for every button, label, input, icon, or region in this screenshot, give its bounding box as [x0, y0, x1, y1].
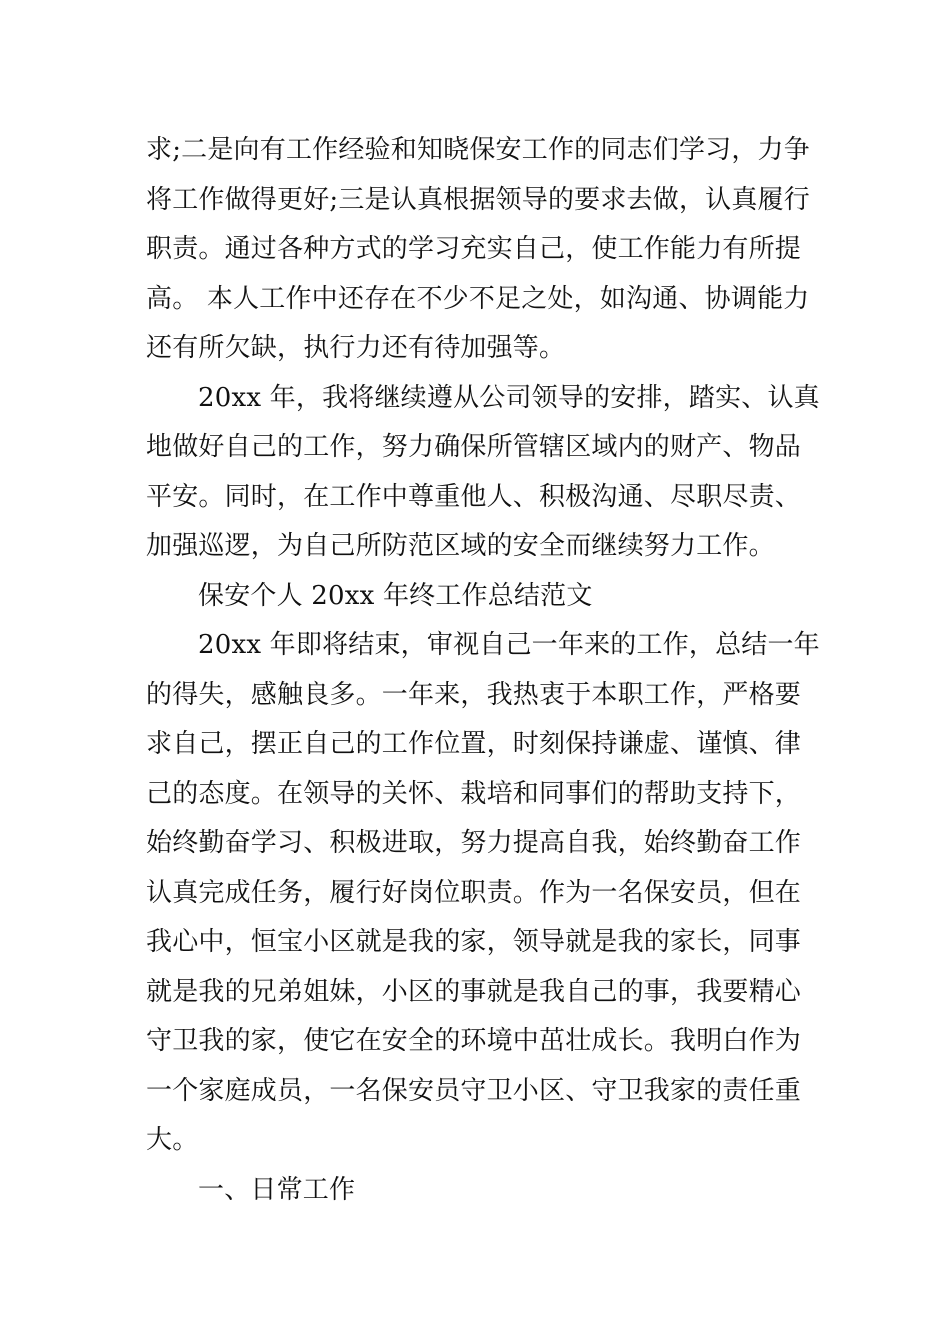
text-line-14: 己的态度。在领导的关怀、栽培和同事们的帮助支持下，	[146, 778, 802, 809]
text-line-4: 高。 本人工作中还存在不少不足之处，如沟通、协调能力	[146, 283, 810, 314]
text-line-7: 地做好自己的工作，努力确保所管辖区域内的财产、物品	[146, 432, 802, 462]
text-line-3: 职责。通过各种方式的学习充实自己，使工作能力有所提	[146, 234, 802, 264]
text-line-11: 20xx 年即将结束，审视自己一年来的工作，总结一年	[198, 630, 820, 660]
text-line-15: 始终勤奋学习、积极进取，努力提高自我，始终勤奋工作	[146, 828, 802, 858]
text-line-16: 认真完成任务，履行好岗位职责。作为一名保安员，但在	[146, 877, 802, 908]
text-line-13: 求自己，摆正自己的工作位置，时刻保持谦虚、谨慎、律	[146, 729, 802, 759]
text-line-9: 加强巡逻，为自己所防范区域的安全而继续努力工作。	[146, 531, 775, 561]
text-line-17: 我心中，恒宝小区就是我的家，领导就是我的家长，同事	[146, 927, 802, 957]
text-line-6: 20xx 年，我将继续遵从公司领导的安排，踏实、认真	[198, 382, 820, 413]
document-body	[146, 126, 820, 1215]
text-line-8: 平安。同时，在工作中尊重他人、积极沟通、尽职尽责、	[146, 481, 802, 512]
text-line-5: 还有所欠缺，执行力还有待加强等。	[146, 333, 566, 363]
text-line-21: 大。	[146, 1125, 199, 1155]
text-line-20: 一个家庭成员，一名保安员守卫小区、守卫我家的责任重	[146, 1075, 802, 1106]
text-line-2: 将工作做得更好;三是认真根据领导的要求去做，认真履行	[146, 184, 810, 215]
text-line-18: 就是我的兄弟姐妹，小区的事就是我自己的事，我要精心	[146, 976, 802, 1007]
subsection-heading: 一、日常工作	[198, 1174, 356, 1205]
section-title: 保安个人 20xx 年终工作总结范文	[198, 580, 593, 611]
text-line-1: 求;二是向有工作经验和知晓保安工作的同志们学习，力争	[146, 135, 810, 165]
text-line-12: 的得失，感触良多。一年来，我热衷于本职工作，严格要	[146, 679, 802, 710]
text-line-19: 守卫我的家，使它在安全的环境中茁壮成长。我明白作为	[146, 1026, 802, 1056]
